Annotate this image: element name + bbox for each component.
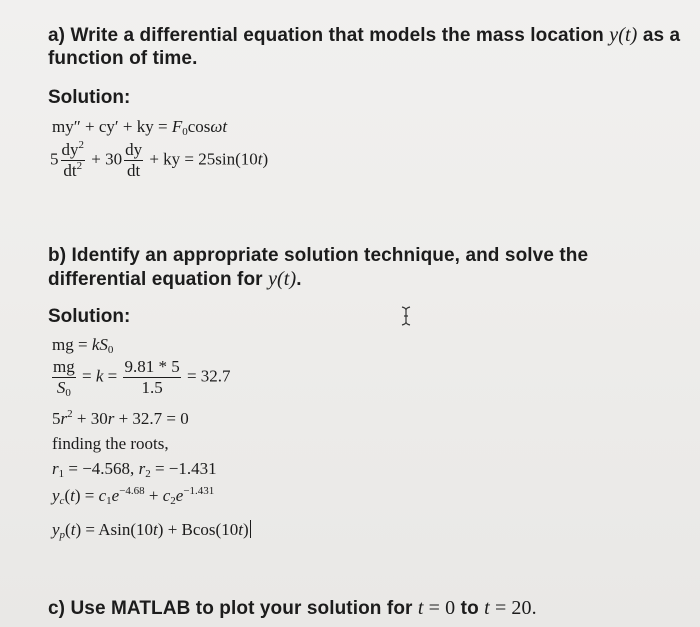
equation-spring-static: mg = $kS_0$ [52,335,114,356]
equation-complementary: $y_c(t) = c_1e^{-4.68} + c_2e^{-1.431}$ [52,485,215,507]
equation-particular[interactable]: $y_p(t) = Asin(10t) + Bcos(10t)$ [52,520,249,541]
fraction-denominator: 1.5 [141,377,163,397]
part-b-question-line1: b) Identify an appropriate solution technique, and solve the [48,245,589,266]
part-c-var-t1: t [417,597,424,619]
part-c-question [48,597,537,620]
equation-spring-constant: $\frac{mg}{S_0}$ = k = $\frac{9.81 * 5}{1.5}$ = 32.7 [53,357,231,399]
part-c-start-value: = 0 [423,597,456,619]
part-a-question-line2: function of time. [48,48,198,69]
part-a-question-text: a) Write a differential equation that models the mass location [48,25,610,46]
part-c-to: to [455,598,485,619]
part-c-end-value: = 20. [489,597,537,619]
finding-roots-text: finding the roots, [52,434,169,453]
equation-characteristic: $5r^2 + 30r + 32.7 = 0$ [52,408,189,428]
part-b-solution-label: Solution: [48,306,131,327]
part-a-question-line1 [48,24,680,47]
part-b-variable: y(t) [268,268,297,290]
equation-roots: $r_1 = -4.568$, $r_2 = -1.431$ [52,459,217,480]
part-a-question-tail: as a [637,25,681,46]
text-cursor-icon [400,306,412,326]
equation-general-ode: my″ + cy′ + ky = $F_0\cos\omega t$ [52,117,228,138]
part-b-question-tail: . [296,269,302,290]
part-c-question-text: c) Use MATLAB to plot your solution for [48,598,418,619]
part-b-question-line2 [48,268,302,291]
part-b-question-text: differential equation for [48,269,269,290]
text-caret [250,520,251,538]
part-c-var-t2: t [484,597,490,619]
equation-specific-ode: 5 $\frac{dy^2}{dt^2}$ + 30 $\frac{dy}{dt}$ + ky = 25sin(10t) [50,139,269,180]
fraction-numerator: 9.81 * 5 [124,357,180,376]
part-a-solution-label: Solution: [48,87,131,108]
part-a-variable: y(t) [609,24,638,46]
spring-constant-value: = 32.7 [186,366,231,386]
